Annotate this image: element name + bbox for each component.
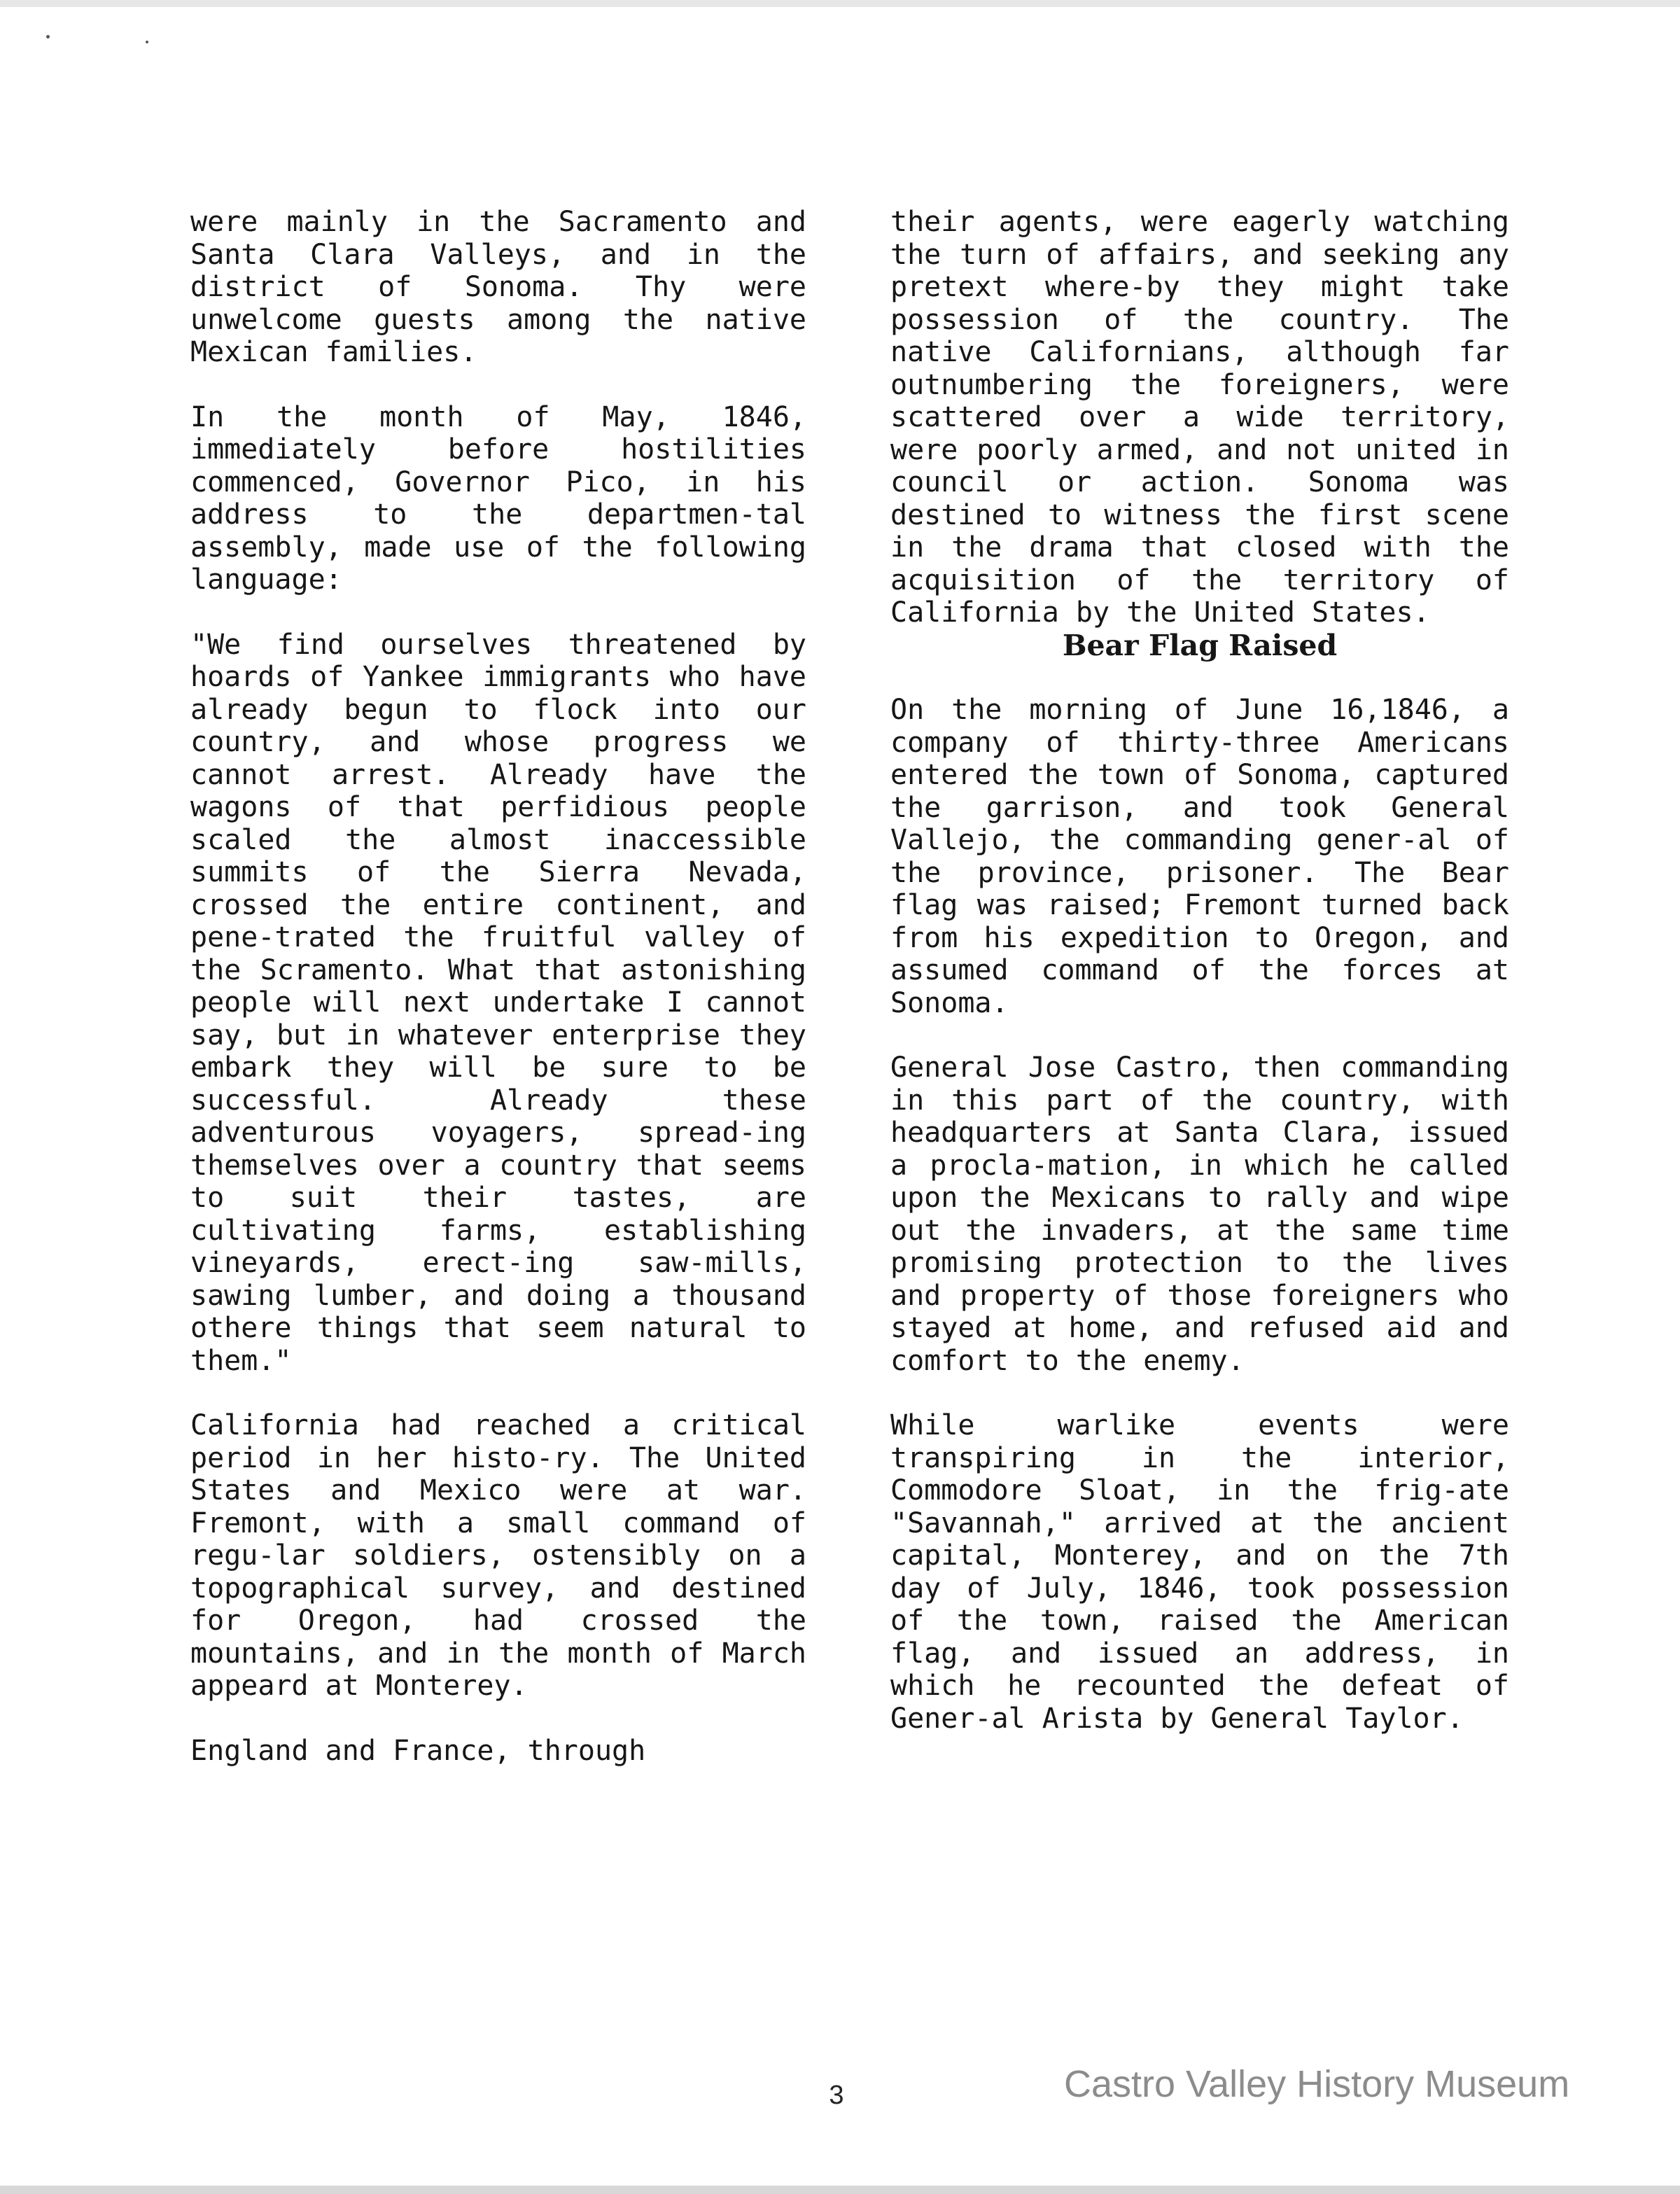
quote-paragraph: "We find ourselves threatened by hoards of Yankee immigrants who have already begun to flock into our country, and whose progress we cannot arrest. Already have the wagons of that perfidious people scaled the almost inaccessible summits of the Sierra Nevada, crossed the entire continent, and pene-trated the fruitful valley of the Scramento. What that astonishing people will next undertake I cannot say, but in whatever enterprise they embark they will be sure to be successful. Already these adventurous voyagers, spread-ing themselves over a country that seems to suit their tastes, are cultivating farms, establishing vineyards, erect-ing saw-mills, sawing lumber, and doing a thousand othere things that seem natural to them.": [190, 628, 806, 1377]
watermark: Castro Valley History Museum: [1064, 2063, 1570, 2105]
paragraph: their agents, were eagerly watching the turn of affairs, and seeking any pretext where-by they might take possession of the country. The native Californians, although far outnumbering the foreigners, were scattered over a wide territory, were poorly armed, and not united in council or action. Sonoma was destined to witness the first scene in the drama that closed with the acquisition of the territory of California by the United States.: [890, 206, 1509, 629]
paragraph: While warlike events were transpiring in the interior, Commodore Sloat, in the frig-ate "Savannah," arrived at the ancient capital, Monterey, and on the 7th day of July, 1846, took possession of the town, raised the American flag, and issued an address, in which he recounted the defeat of Gener-al Arista by General Taylor.: [890, 1409, 1509, 1735]
paragraph: England and France, through: [190, 1734, 646, 1767]
left-column: [190, 206, 806, 1767]
scan-speck: [146, 41, 148, 43]
page-bottom-edge: [0, 2186, 1680, 2194]
paragraph: In the month of May, 1846, immediately before hostilities commenced, Governor Pico, in his address to the departmen-tal assembly, made use of the following language:: [190, 400, 806, 596]
right-column: [890, 206, 1509, 1735]
scan-speck: [46, 35, 50, 39]
page-number: 3: [829, 2081, 844, 2110]
paragraph: were mainly in the Sacramento and Santa Clara Valleys, and in the district of Sonoma. Thy were unwelcome guests among the native Mexican families.: [190, 206, 806, 368]
paragraph: General Jose Castro, then commanding in this part of the country, with headquarters at Santa Clara, issued a procla-mation, in which he called upon the Mexicans to rally and wipe out the invaders, at the same time promising protection to the lives and property of those foreigners who stayed at home, and refused aid and comfort to the enemy.: [890, 1051, 1509, 1377]
section-heading: Bear Flag Raised: [1062, 628, 1338, 662]
page-top-edge: [0, 0, 1680, 7]
paragraph: California had reached a critical period in her histo-ry. The United States and Mexico were at war. Fremont, with a small command of regu-lar soldiers, ostensibly on a topographical survey, and destined for Oregon, had crossed the mountains, and in the month of March appeard at Monterey.: [190, 1409, 806, 1702]
paragraph: On the morning of June 16,1846, a company of thirty-three Americans entered the town of Sonoma, captured the garrison, and took General Vallejo, the commanding gener-al of the province, prisoner. The Bear flag was raised; Fremont turned back from his expedition to Oregon, and assumed command of the forces at Sonoma.: [890, 694, 1509, 1019]
